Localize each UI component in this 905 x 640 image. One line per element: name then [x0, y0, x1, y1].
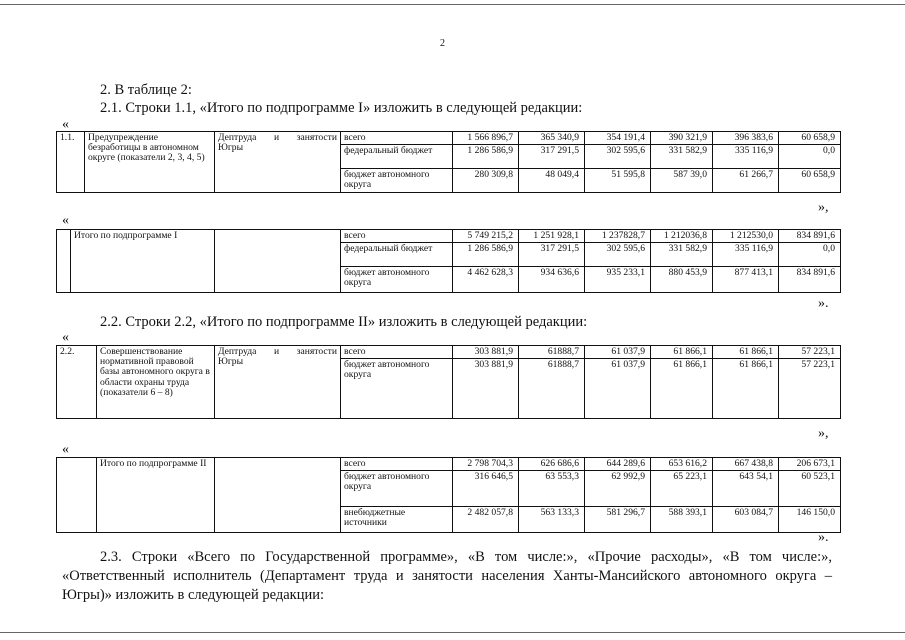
amount-cell: 303 881,9: [453, 359, 519, 419]
table-cell: бюджет автономного округа: [341, 471, 453, 507]
amount-cell: 587 39,0: [651, 169, 713, 193]
table-cell: [215, 458, 341, 533]
table-cell: [215, 230, 341, 293]
paragraph-2-3: 2.3. Строки «Всего по Государственной программе», «В том числе:», «Прочие расходы», «В том числе:», «Ответственный исполнитель (Департамент труда и занятости населения Ханты-Мансийского автономного округа – Югры)» изложить в следующей редакции:: [62, 549, 832, 603]
amount-cell: 935 233,1: [585, 267, 651, 293]
row-number: 1.1.: [57, 132, 85, 193]
amount-cell: 62 992,9: [585, 471, 651, 507]
table-cell: 2.2.: [57, 346, 97, 419]
amount-cell: 61 866,1: [713, 359, 779, 419]
amount-cell: 60 658,9: [779, 169, 841, 193]
paragraph-2-2: 2.2. Строки 2.2, «Итого по подпрограмме II» изложить в следующей редакции:: [100, 314, 588, 330]
amount-cell: 2 798 704,3: [453, 458, 519, 471]
table-cell: бюджет автономного округа: [341, 359, 453, 419]
close-quote: ».: [818, 530, 829, 545]
amount-cell: 1 212530,0: [713, 230, 779, 243]
amount-cell: 1 251 928,1: [519, 230, 585, 243]
table-cell: федеральный бюджет: [341, 145, 453, 169]
amount-cell: 48 049,4: [519, 169, 585, 193]
table-row: [57, 458, 841, 471]
amount-cell: 0,0: [779, 145, 841, 169]
amount-cell: 61 866,1: [713, 346, 779, 359]
table-row: [57, 230, 841, 243]
amount-cell: 1 212036,8: [651, 230, 713, 243]
amount-cell: 365 340,9: [519, 132, 585, 145]
amount-cell: 1 286 586,9: [453, 243, 519, 267]
amount-cell: 302 595,6: [585, 243, 651, 267]
table-row: [57, 346, 841, 359]
table-row-1-1: [56, 131, 841, 193]
amount-cell: 1 237828,7: [585, 230, 651, 243]
amount-cell: 880 453,9: [651, 267, 713, 293]
paragraph-2: 2. В таблице 2:: [100, 82, 192, 98]
top-scan-edge: [0, 4, 905, 5]
amount-cell: 61 866,1: [651, 346, 713, 359]
amount-cell: 2 482 057,8: [453, 507, 519, 533]
amount-cell: 354 191,4: [585, 132, 651, 145]
table-cell: [57, 458, 97, 533]
amount-cell: 603 084,7: [713, 507, 779, 533]
close-quote: »,: [818, 200, 829, 215]
open-quote: «: [62, 213, 69, 228]
subtotal-name: Итого по подпрограмме I: [71, 230, 215, 293]
amount-cell: 316 646,5: [453, 471, 519, 507]
amount-cell: 396 383,6: [713, 132, 779, 145]
table-cell: всего: [341, 346, 453, 359]
amount-cell: 331 582,9: [651, 243, 713, 267]
open-quote: «: [62, 442, 69, 457]
amount-cell: 60 658,9: [779, 132, 841, 145]
amount-cell: 303 881,9: [453, 346, 519, 359]
amount-cell: 335 116,9: [713, 145, 779, 169]
amount-cell: 0,0: [779, 243, 841, 267]
amount-cell: 331 582,9: [651, 145, 713, 169]
table-cell: федеральный бюджет: [341, 243, 453, 267]
paragraph-2-1: 2.1. Строки 1.1, «Итого по подпрограмме I» изложить в следующей редакции:: [100, 100, 583, 116]
table-cell: [57, 230, 71, 293]
table-cell: внебюджетные источники: [341, 507, 453, 533]
amount-cell: 317 291,5: [519, 243, 585, 267]
measure-name: Совершенствование нормативной правовой базы автономного округа в области охраны труда (показатели 6 – 8): [97, 346, 215, 419]
bottom-scan-edge: [0, 632, 905, 633]
amount-cell: 588 393,1: [651, 507, 713, 533]
amount-cell: 877 413,1: [713, 267, 779, 293]
amount-cell: 57 223,1: [779, 346, 841, 359]
amount-cell: 644 289,6: [585, 458, 651, 471]
table-subtotal-1: [56, 229, 841, 293]
amount-cell: 51 595,8: [585, 169, 651, 193]
executor-cell: Дептруда и занятости Югры: [215, 346, 341, 419]
open-quote: «: [62, 117, 69, 132]
amount-cell: 63 553,3: [519, 471, 585, 507]
close-quote: ».: [818, 296, 829, 311]
amount-cell: 5 749 215,2: [453, 230, 519, 243]
table-cell: всего: [341, 230, 453, 243]
amount-cell: 834 891,6: [779, 230, 841, 243]
amount-cell: 667 438,8: [713, 458, 779, 471]
amount-cell: 934 636,6: [519, 267, 585, 293]
amount-cell: 65 223,1: [651, 471, 713, 507]
amount-cell: 390 321,9: [651, 132, 713, 145]
amount-cell: 60 523,1: [779, 471, 841, 507]
amount-cell: 834 891,6: [779, 267, 841, 293]
amount-cell: 61888,7: [519, 346, 585, 359]
executor-cell: Дептруда и занятости Югры: [215, 132, 341, 193]
page-number: 2: [440, 38, 445, 49]
amount-cell: 1 566 896,7: [453, 132, 519, 145]
amount-cell: 302 595,6: [585, 145, 651, 169]
table-subtotal-2: [56, 457, 841, 533]
amount-cell: 61 037,9: [585, 359, 651, 419]
measure-name: Предупреждение безработицы в автономном округе (показатели 2, 3, 4, 5): [85, 132, 215, 193]
amount-cell: 335 116,9: [713, 243, 779, 267]
amount-cell: 317 291,5: [519, 145, 585, 169]
amount-cell: 57 223,1: [779, 359, 841, 419]
amount-cell: 1 286 586,9: [453, 145, 519, 169]
amount-cell: 61 866,1: [651, 359, 713, 419]
close-quote: »,: [818, 426, 829, 441]
table-row: [57, 132, 841, 145]
amount-cell: 61888,7: [519, 359, 585, 419]
table-cell: бюджет автономного округа: [341, 169, 453, 193]
amount-cell: 581 296,7: [585, 507, 651, 533]
table-cell: всего: [341, 458, 453, 471]
table-cell: бюджет автономного округа: [341, 267, 453, 293]
table-row-2-2: [56, 345, 841, 419]
amount-cell: 643 54,1: [713, 471, 779, 507]
amount-cell: 61 037,9: [585, 346, 651, 359]
amount-cell: 653 616,2: [651, 458, 713, 471]
table-cell: всего: [341, 132, 453, 145]
amount-cell: 280 309,8: [453, 169, 519, 193]
amount-cell: 563 133,3: [519, 507, 585, 533]
amount-cell: 626 686,6: [519, 458, 585, 471]
amount-cell: 4 462 628,3: [453, 267, 519, 293]
amount-cell: 206 673,1: [779, 458, 841, 471]
subtotal-name: Итого по подпрограмме II: [97, 458, 215, 533]
open-quote: «: [62, 330, 69, 345]
amount-cell: 146 150,0: [779, 507, 841, 533]
amount-cell: 61 266,7: [713, 169, 779, 193]
